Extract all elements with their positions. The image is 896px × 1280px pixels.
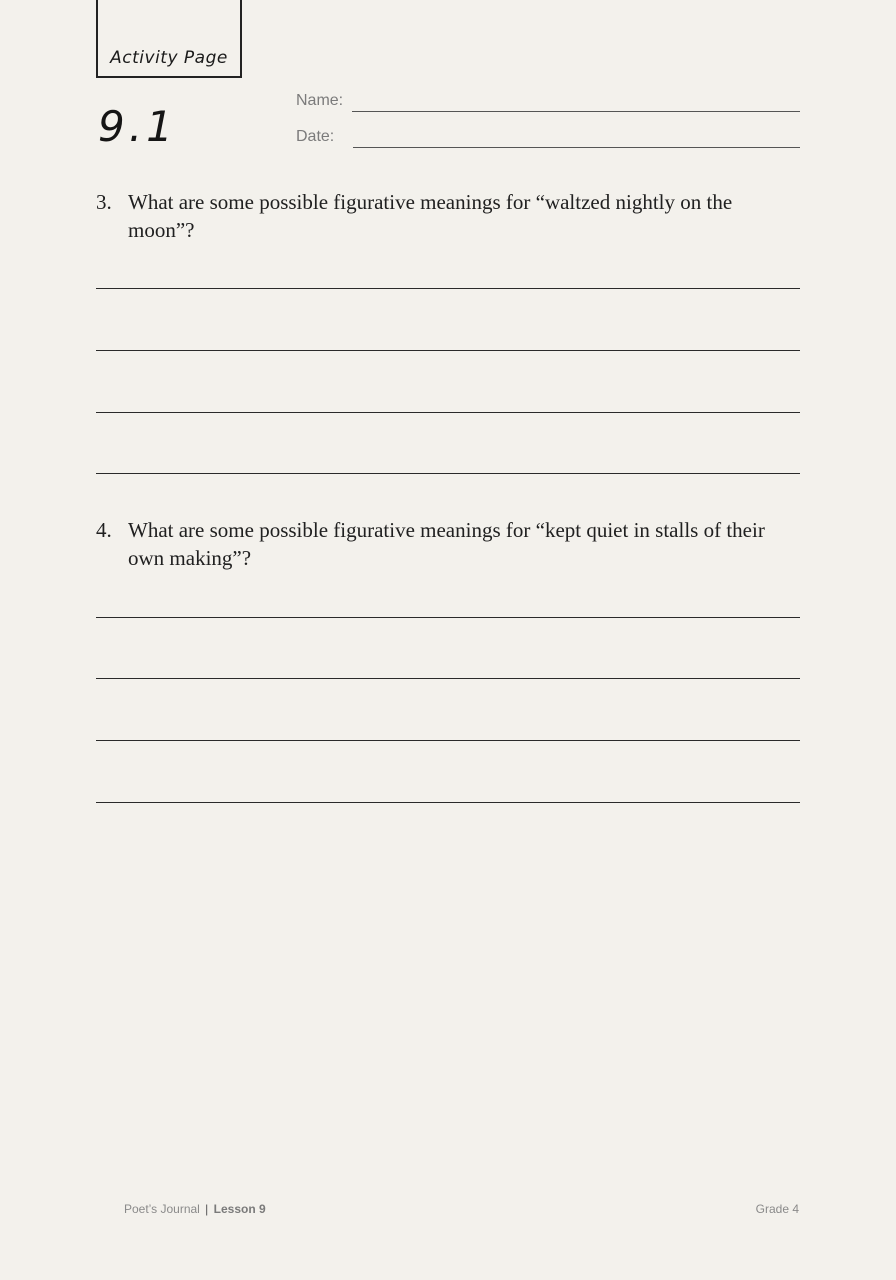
page-number: 9.1	[98, 102, 177, 151]
activity-page-label: Activity Page	[110, 48, 228, 68]
date-label: Date:	[296, 128, 335, 145]
answer-line-q3-1[interactable]	[96, 288, 800, 289]
question-text: What are some possible figurative meanings for “kept quiet in stalls of their own making”?	[128, 518, 765, 570]
answer-line-q3-2[interactable]	[96, 350, 800, 351]
answer-line-q4-2[interactable]	[96, 678, 800, 679]
question-3	[96, 188, 796, 244]
name-input-line[interactable]	[352, 111, 800, 112]
answer-line-q3-3[interactable]	[96, 412, 800, 413]
question-number: 3.	[96, 190, 112, 214]
footer-journal: Poet’s Journal	[124, 1202, 200, 1216]
name-field	[296, 88, 800, 112]
name-label: Name:	[296, 92, 344, 109]
date-field	[296, 124, 800, 148]
footer-grade: Grade 4	[755, 1202, 799, 1216]
answer-line-q4-4[interactable]	[96, 802, 800, 803]
question-number: 4.	[96, 518, 112, 542]
question-4	[96, 516, 796, 572]
footer-lesson: Lesson 9	[213, 1202, 266, 1216]
answer-line-q3-4[interactable]	[96, 473, 800, 474]
footer-left	[124, 1202, 266, 1216]
question-text: What are some possible figurative meanings for “waltzed nightly on the moon”?	[128, 190, 733, 242]
answer-line-q4-3[interactable]	[96, 740, 800, 741]
date-input-line[interactable]	[353, 147, 800, 148]
answer-line-q4-1[interactable]	[96, 617, 800, 618]
footer-separator: |	[205, 1202, 209, 1216]
activity-page-tab	[96, 0, 242, 78]
